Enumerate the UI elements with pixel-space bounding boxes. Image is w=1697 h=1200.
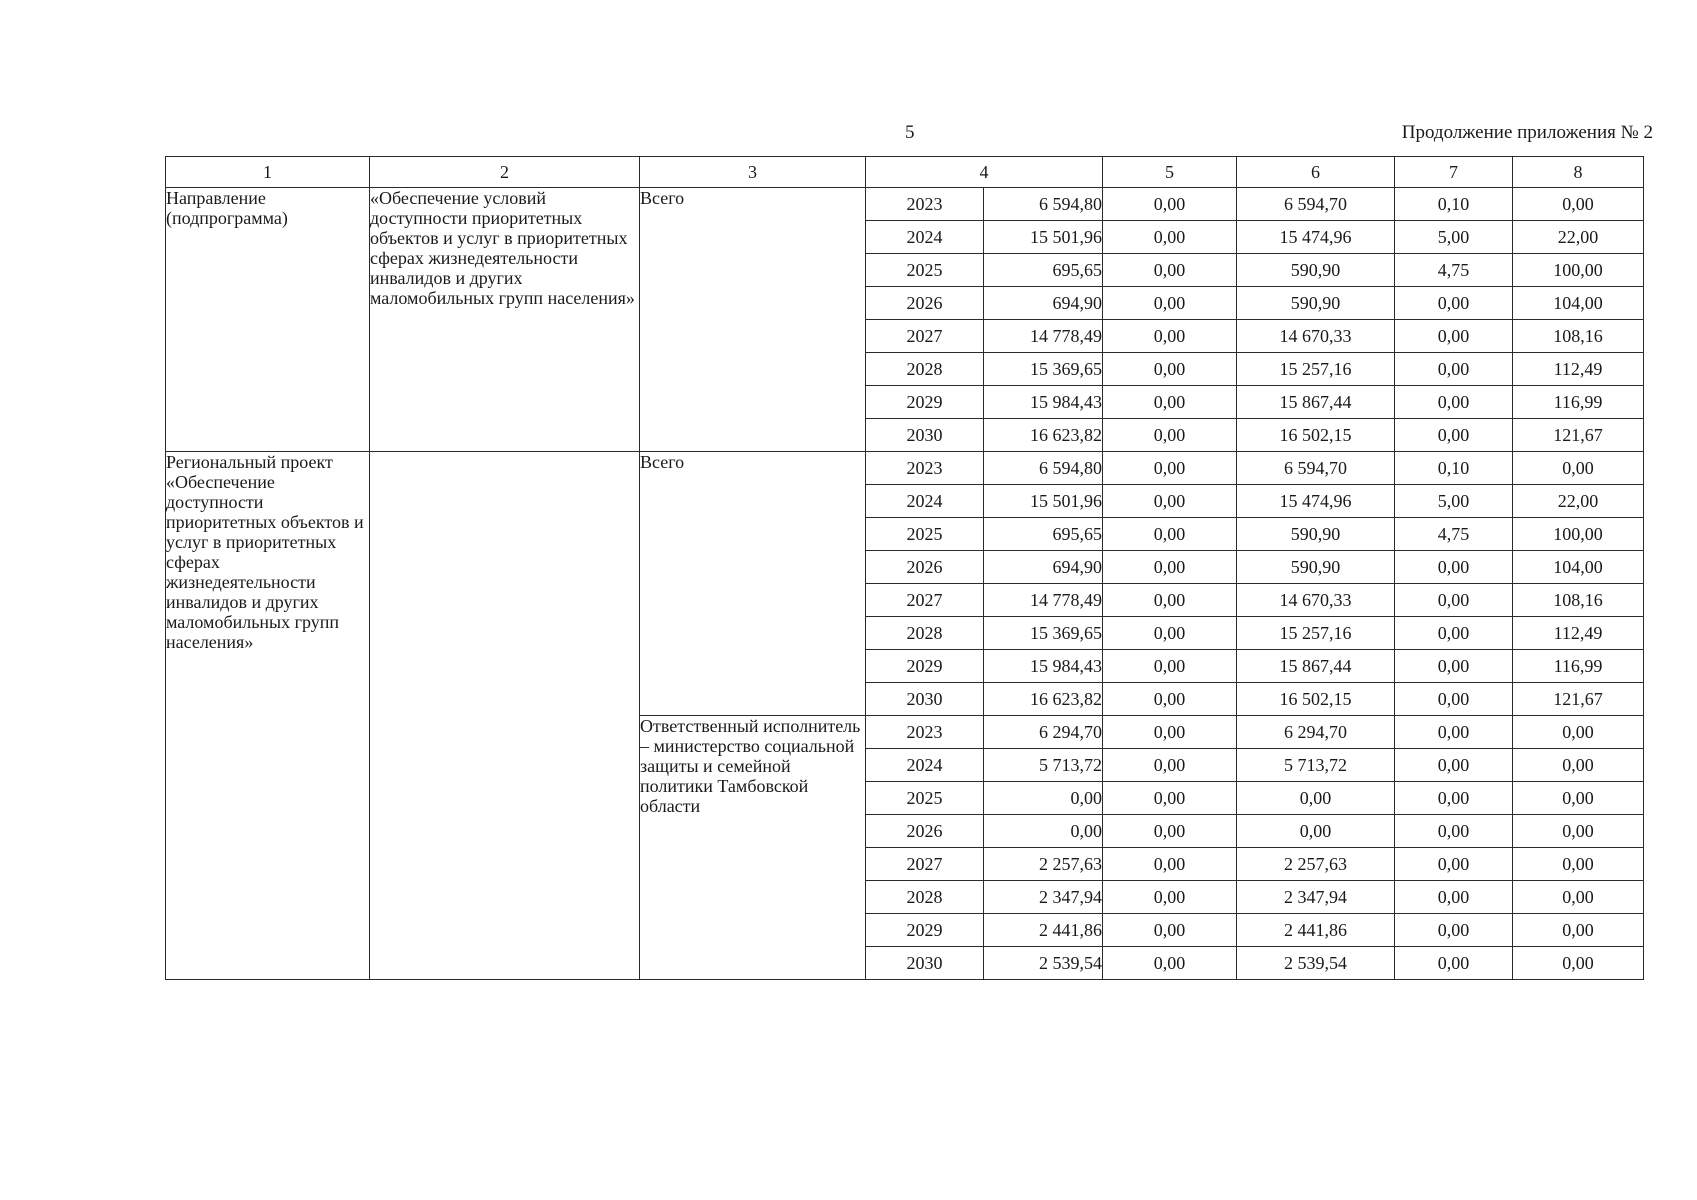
year-cell: 2028 bbox=[866, 881, 984, 914]
col7-cell: 0,00 bbox=[1395, 848, 1513, 881]
col6-cell: 15 474,96 bbox=[1237, 221, 1395, 254]
col7-cell: 5,00 bbox=[1395, 485, 1513, 518]
col7-cell: 0,10 bbox=[1395, 452, 1513, 485]
col7-cell: 0,00 bbox=[1395, 419, 1513, 452]
total-cell: 15 984,43 bbox=[984, 386, 1103, 419]
col8-cell: 0,00 bbox=[1513, 881, 1644, 914]
table-body bbox=[166, 188, 1644, 980]
year-cell: 2026 bbox=[866, 287, 984, 320]
col5-cell: 0,00 bbox=[1103, 353, 1237, 386]
col7-cell: 0,00 bbox=[1395, 551, 1513, 584]
col5-cell: 0,00 bbox=[1103, 683, 1237, 716]
year-cell: 2029 bbox=[866, 914, 984, 947]
year-cell: 2024 bbox=[866, 749, 984, 782]
col5-cell: 0,00 bbox=[1103, 749, 1237, 782]
col8-cell: 0,00 bbox=[1513, 815, 1644, 848]
year-cell: 2025 bbox=[866, 782, 984, 815]
col6-cell: 16 502,15 bbox=[1237, 419, 1395, 452]
total-cell: 15 501,96 bbox=[984, 485, 1103, 518]
col6-cell: 2 539,54 bbox=[1237, 947, 1395, 980]
col8-cell: 0,00 bbox=[1513, 452, 1644, 485]
row-label-cell: Региональный проект «Обеспечение доступности приоритетных объектов и услуг в приоритетных сферах жизнедеятельности инвалидов и других маломобильных групп населения» bbox=[166, 452, 370, 980]
page-number: 5 bbox=[905, 122, 915, 143]
col5-cell: 0,00 bbox=[1103, 254, 1237, 287]
year-cell: 2025 bbox=[866, 518, 984, 551]
col8-cell: 121,67 bbox=[1513, 683, 1644, 716]
col7-cell: 0,00 bbox=[1395, 881, 1513, 914]
col7-cell: 0,00 bbox=[1395, 353, 1513, 386]
total-cell: 694,90 bbox=[984, 551, 1103, 584]
col6-cell: 590,90 bbox=[1237, 551, 1395, 584]
col5-cell: 0,00 bbox=[1103, 287, 1237, 320]
col7-cell: 0,00 bbox=[1395, 947, 1513, 980]
col6-cell: 6 594,70 bbox=[1237, 452, 1395, 485]
header-col-2: 2 bbox=[370, 157, 640, 188]
total-cell: 695,65 bbox=[984, 254, 1103, 287]
header-col-4: 4 bbox=[866, 157, 1103, 188]
total-cell: 15 369,65 bbox=[984, 617, 1103, 650]
col5-cell: 0,00 bbox=[1103, 221, 1237, 254]
total-cell: 15 984,43 bbox=[984, 650, 1103, 683]
col6-cell: 0,00 bbox=[1237, 782, 1395, 815]
col6-cell: 590,90 bbox=[1237, 254, 1395, 287]
year-cell: 2028 bbox=[866, 617, 984, 650]
col8-cell: 0,00 bbox=[1513, 848, 1644, 881]
col8-cell: 116,99 bbox=[1513, 386, 1644, 419]
total-cell: 16 623,82 bbox=[984, 683, 1103, 716]
total-cell: 695,65 bbox=[984, 518, 1103, 551]
col5-cell: 0,00 bbox=[1103, 551, 1237, 584]
year-cell: 2026 bbox=[866, 551, 984, 584]
appendix-continuation-note: Продолжение приложения № 2 bbox=[1401, 122, 1653, 143]
col7-cell: 0,10 bbox=[1395, 188, 1513, 221]
year-cell: 2026 bbox=[866, 815, 984, 848]
year-cell: 2029 bbox=[866, 650, 984, 683]
col6-cell: 6 594,70 bbox=[1237, 188, 1395, 221]
col6-cell: 2 441,86 bbox=[1237, 914, 1395, 947]
col5-cell: 0,00 bbox=[1103, 419, 1237, 452]
col5-cell: 0,00 bbox=[1103, 914, 1237, 947]
col5-cell: 0,00 bbox=[1103, 650, 1237, 683]
header-row bbox=[166, 157, 1644, 188]
col7-cell: 0,00 bbox=[1395, 386, 1513, 419]
year-cell: 2025 bbox=[866, 254, 984, 287]
col8-cell: 22,00 bbox=[1513, 221, 1644, 254]
col7-cell: 4,75 bbox=[1395, 518, 1513, 551]
program-name-cell: «Обеспечение условий доступности приоритетных объектов и услуг в приоритетных сферах жизнедеятельности инвалидов и других маломобильных групп населения» bbox=[370, 188, 640, 452]
header-col-3: 3 bbox=[640, 157, 866, 188]
year-cell: 2023 bbox=[866, 716, 984, 749]
year-cell: 2027 bbox=[866, 584, 984, 617]
col8-cell: 108,16 bbox=[1513, 584, 1644, 617]
year-cell: 2030 bbox=[866, 683, 984, 716]
total-cell: 14 778,49 bbox=[984, 320, 1103, 353]
col5-cell: 0,00 bbox=[1103, 716, 1237, 749]
col8-cell: 116,99 bbox=[1513, 650, 1644, 683]
col6-cell: 15 257,16 bbox=[1237, 353, 1395, 386]
total-cell: 15 501,96 bbox=[984, 221, 1103, 254]
year-cell: 2027 bbox=[866, 848, 984, 881]
year-cell: 2024 bbox=[866, 221, 984, 254]
col8-cell: 104,00 bbox=[1513, 551, 1644, 584]
col7-cell: 0,00 bbox=[1395, 815, 1513, 848]
col8-cell: 22,00 bbox=[1513, 485, 1644, 518]
col5-cell: 0,00 bbox=[1103, 386, 1237, 419]
year-cell: 2030 bbox=[866, 947, 984, 980]
year-cell: 2027 bbox=[866, 320, 984, 353]
col8-cell: 0,00 bbox=[1513, 749, 1644, 782]
total-cell: 2 539,54 bbox=[984, 947, 1103, 980]
col6-cell: 2 257,63 bbox=[1237, 848, 1395, 881]
year-cell: 2023 bbox=[866, 452, 984, 485]
total-cell: 6 294,70 bbox=[984, 716, 1103, 749]
total-cell: 0,00 bbox=[984, 782, 1103, 815]
col8-cell: 0,00 bbox=[1513, 188, 1644, 221]
col5-cell: 0,00 bbox=[1103, 188, 1237, 221]
col6-cell: 590,90 bbox=[1237, 287, 1395, 320]
year-cell: 2023 bbox=[866, 188, 984, 221]
col7-cell: 0,00 bbox=[1395, 617, 1513, 650]
col7-cell: 4,75 bbox=[1395, 254, 1513, 287]
col5-cell: 0,00 bbox=[1103, 518, 1237, 551]
program-name-cell bbox=[370, 452, 640, 980]
col6-cell: 2 347,94 bbox=[1237, 881, 1395, 914]
col8-cell: 104,00 bbox=[1513, 287, 1644, 320]
col7-cell: 0,00 bbox=[1395, 749, 1513, 782]
col8-cell: 108,16 bbox=[1513, 320, 1644, 353]
total-cell: 16 623,82 bbox=[984, 419, 1103, 452]
total-cell: 0,00 bbox=[984, 815, 1103, 848]
header-col-8: 8 bbox=[1513, 157, 1644, 188]
total-cell: 6 594,80 bbox=[984, 188, 1103, 221]
col8-cell: 0,00 bbox=[1513, 782, 1644, 815]
header-col-6: 6 bbox=[1237, 157, 1395, 188]
col6-cell: 0,00 bbox=[1237, 815, 1395, 848]
col7-cell: 0,00 bbox=[1395, 287, 1513, 320]
col8-cell: 112,49 bbox=[1513, 617, 1644, 650]
year-cell: 2030 bbox=[866, 419, 984, 452]
row-label-cell: Направление (подпрограмма) bbox=[166, 188, 370, 452]
col8-cell: 112,49 bbox=[1513, 353, 1644, 386]
col5-cell: 0,00 bbox=[1103, 782, 1237, 815]
col6-cell: 6 294,70 bbox=[1237, 716, 1395, 749]
budget-table bbox=[165, 156, 1644, 980]
col5-cell: 0,00 bbox=[1103, 485, 1237, 518]
col6-cell: 15 867,44 bbox=[1237, 650, 1395, 683]
table-row bbox=[166, 188, 1644, 221]
total-cell: 14 778,49 bbox=[984, 584, 1103, 617]
table-row bbox=[166, 452, 1644, 485]
total-cell: 694,90 bbox=[984, 287, 1103, 320]
funding-source-cell: Всего bbox=[640, 452, 866, 716]
funding-source-cell: Ответственный исполнитель – министерство социальной защиты и семейной политики Тамбовской области bbox=[640, 716, 866, 980]
total-cell: 2 441,86 bbox=[984, 914, 1103, 947]
col6-cell: 16 502,15 bbox=[1237, 683, 1395, 716]
col7-cell: 0,00 bbox=[1395, 650, 1513, 683]
col6-cell: 15 257,16 bbox=[1237, 617, 1395, 650]
col7-cell: 0,00 bbox=[1395, 320, 1513, 353]
col7-cell: 5,00 bbox=[1395, 221, 1513, 254]
col7-cell: 0,00 bbox=[1395, 584, 1513, 617]
col5-cell: 0,00 bbox=[1103, 815, 1237, 848]
col5-cell: 0,00 bbox=[1103, 947, 1237, 980]
col6-cell: 590,90 bbox=[1237, 518, 1395, 551]
col8-cell: 0,00 bbox=[1513, 716, 1644, 749]
total-cell: 6 594,80 bbox=[984, 452, 1103, 485]
col8-cell: 100,00 bbox=[1513, 254, 1644, 287]
header-col-7: 7 bbox=[1395, 157, 1513, 188]
col8-cell: 0,00 bbox=[1513, 947, 1644, 980]
col8-cell: 0,00 bbox=[1513, 914, 1644, 947]
col8-cell: 121,67 bbox=[1513, 419, 1644, 452]
col5-cell: 0,00 bbox=[1103, 617, 1237, 650]
col7-cell: 0,00 bbox=[1395, 914, 1513, 947]
col5-cell: 0,00 bbox=[1103, 320, 1237, 353]
col5-cell: 0,00 bbox=[1103, 881, 1237, 914]
year-cell: 2024 bbox=[866, 485, 984, 518]
total-cell: 2 257,63 bbox=[984, 848, 1103, 881]
col7-cell: 0,00 bbox=[1395, 716, 1513, 749]
total-cell: 2 347,94 bbox=[984, 881, 1103, 914]
col6-cell: 5 713,72 bbox=[1237, 749, 1395, 782]
funding-source-cell: Всего bbox=[640, 188, 866, 452]
year-cell: 2028 bbox=[866, 353, 984, 386]
col6-cell: 14 670,33 bbox=[1237, 320, 1395, 353]
total-cell: 15 369,65 bbox=[984, 353, 1103, 386]
year-cell: 2029 bbox=[866, 386, 984, 419]
col6-cell: 15 867,44 bbox=[1237, 386, 1395, 419]
col7-cell: 0,00 bbox=[1395, 782, 1513, 815]
col6-cell: 15 474,96 bbox=[1237, 485, 1395, 518]
header-col-5: 5 bbox=[1103, 157, 1237, 188]
col8-cell: 100,00 bbox=[1513, 518, 1644, 551]
col7-cell: 0,00 bbox=[1395, 683, 1513, 716]
total-cell: 5 713,72 bbox=[984, 749, 1103, 782]
col5-cell: 0,00 bbox=[1103, 452, 1237, 485]
header-col-1: 1 bbox=[166, 157, 370, 188]
col6-cell: 14 670,33 bbox=[1237, 584, 1395, 617]
col5-cell: 0,00 bbox=[1103, 584, 1237, 617]
col5-cell: 0,00 bbox=[1103, 848, 1237, 881]
